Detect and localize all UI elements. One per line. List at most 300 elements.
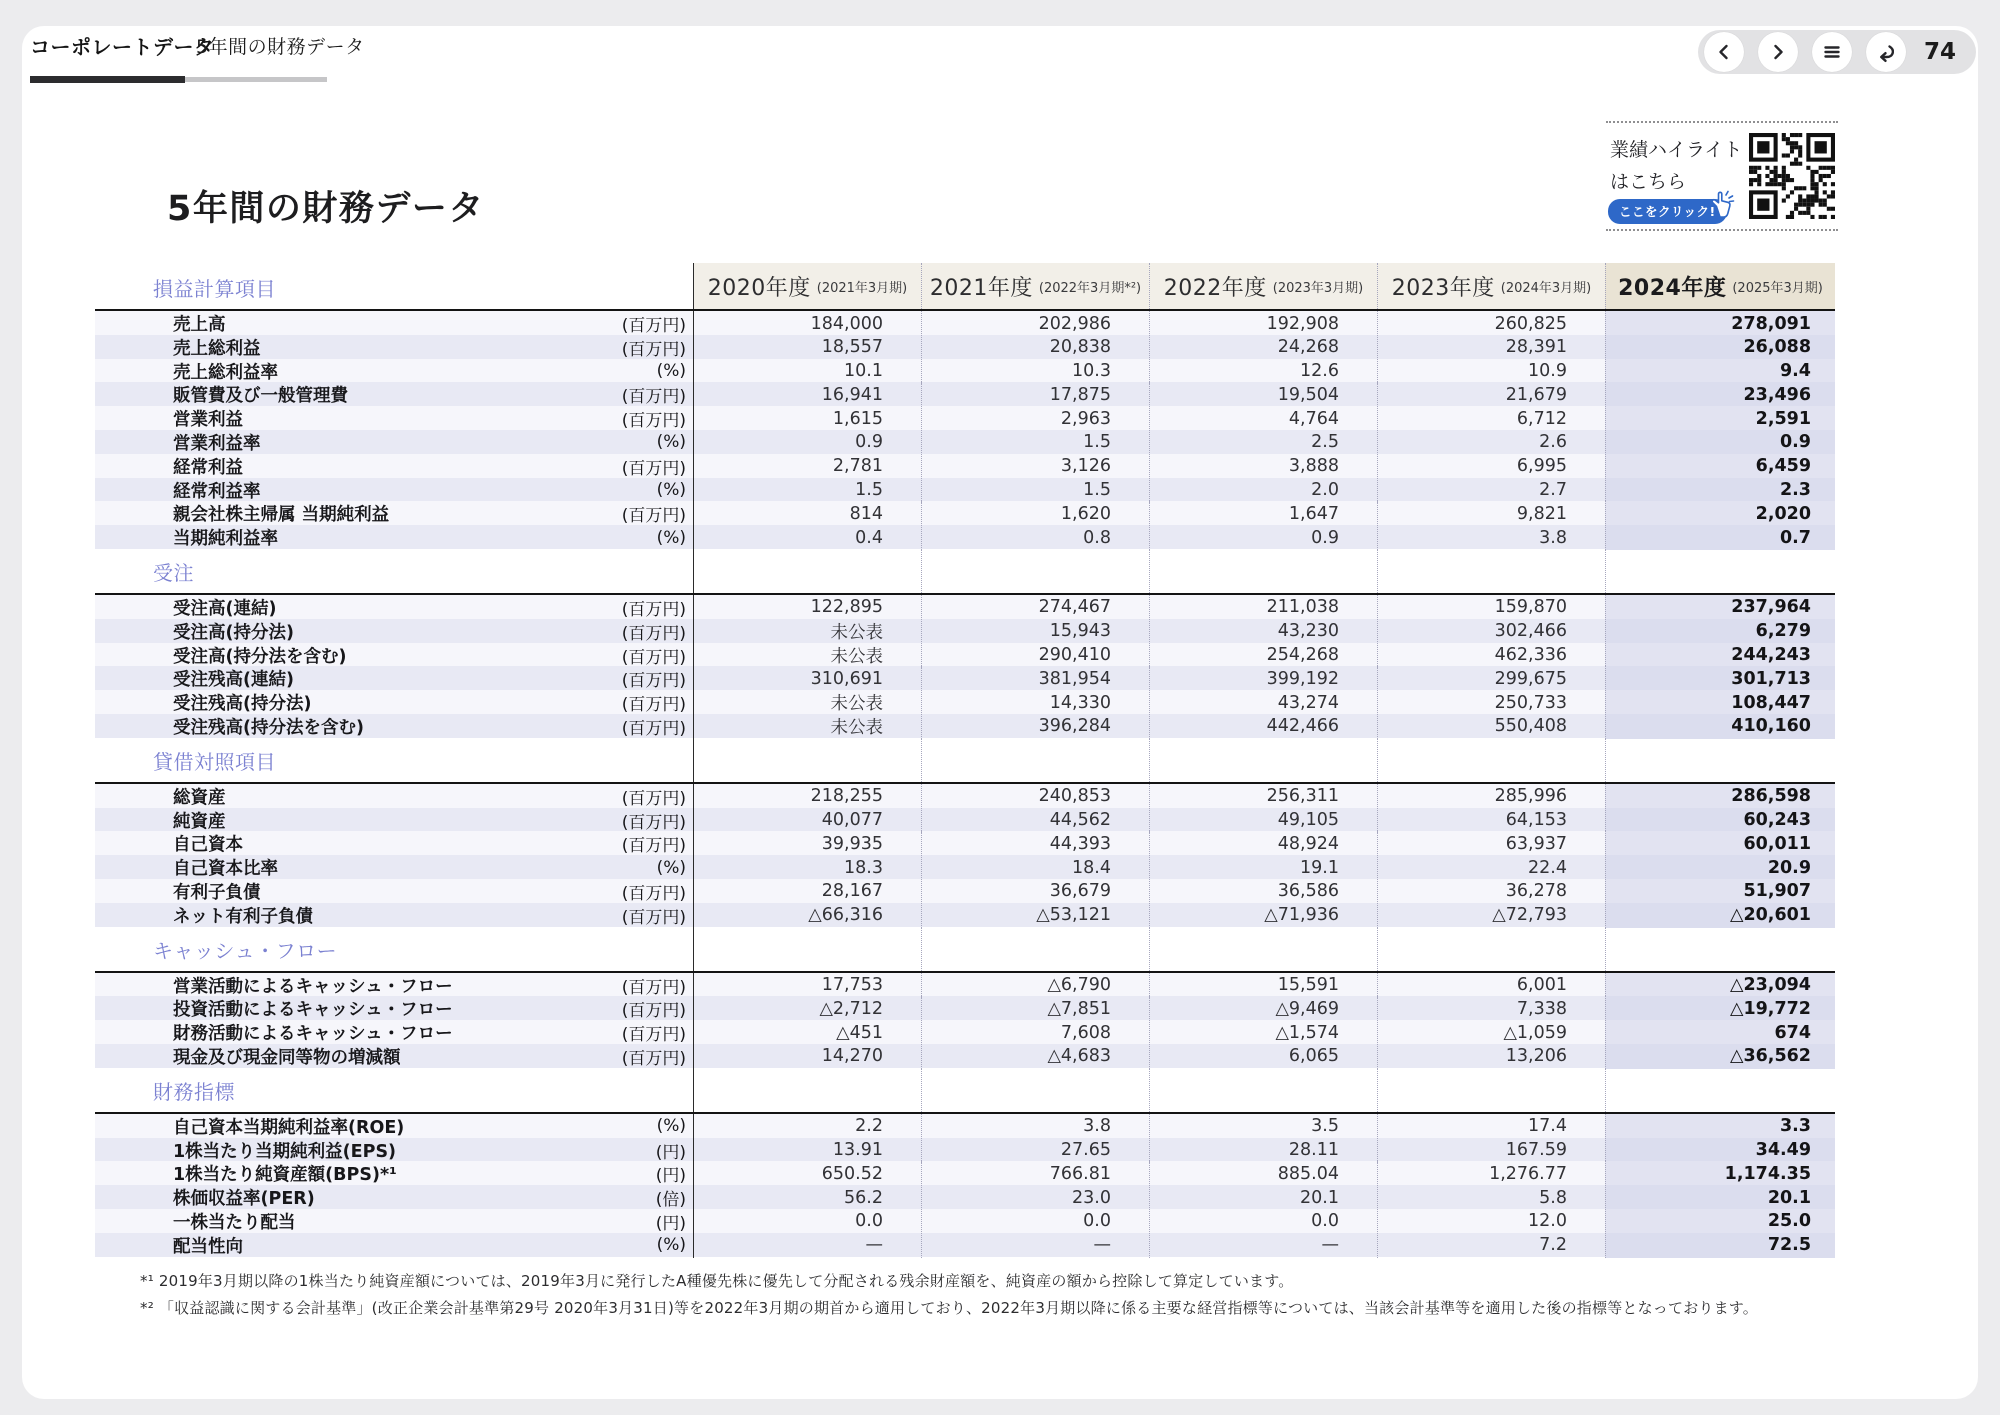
chevron-right-icon [1766,40,1790,64]
table-row [95,1233,1835,1257]
row-label-cell [95,879,693,904]
table-row [95,784,1835,808]
value-cell: △66,316 [693,903,921,928]
row-label-cell [95,382,693,407]
row-unit: (百万円) [621,788,686,809]
row-unit: (百万円) [621,623,686,644]
value-cell: 885.04 [1149,1161,1377,1186]
footnote-2: *² 「収益認識に関する会計基準」(改正企業会計基準第29号 2020年3月31日)等を2022年3月期の期首から適用しており、2022年3月期以降に係る主要な経営指標等については、当該会計基準等を適用した後の指標等となっております。 [140,1299,1758,1317]
value-cell: 24,268 [1149,335,1377,360]
table-row [95,1044,1835,1068]
inactive-tab-underline [185,77,327,82]
section-spacer-cell [921,1068,1149,1112]
section-spacer-cell [1149,738,1377,782]
value-cell: 2,591 [1605,406,1835,431]
value-cell: △2,712 [693,996,921,1021]
row-label-cell [95,359,693,384]
active-tab-underline [30,76,185,83]
value-cell: 14,330 [921,690,1149,715]
row-unit: (百万円) [621,718,686,739]
row-unit: (百万円) [621,411,686,432]
row-label-cell [95,406,693,431]
tab-corporate-data[interactable]: コーポレートデータ [30,35,215,59]
section-spacer-cell [693,927,921,971]
row-label: 売上高 [173,315,226,335]
section-spacer-cell [693,549,921,593]
table-row [95,808,1835,832]
row-label-cell [95,808,693,833]
row-label: 受注高(持分法を含む) [173,646,347,667]
value-cell: 274,467 [921,595,1149,620]
value-cell: 13.91 [693,1138,921,1163]
value-cell: 34.49 [1605,1138,1835,1163]
viewer-nav-bar [1698,30,1976,74]
row-label: 当期純利益率 [173,529,278,550]
value-cell: 674 [1605,1020,1835,1045]
column-header [1149,263,1377,309]
value-cell: — [693,1233,921,1258]
section-title-cell [95,927,693,971]
row-label: 経常利益 [173,457,243,478]
value-cell: 23.0 [921,1185,1149,1210]
row-unit: (百万円) [621,387,686,408]
row-label-cell [95,1044,693,1069]
value-cell: 302,466 [1377,619,1605,644]
value-cell: 17.4 [1377,1114,1605,1139]
value-cell: 244,243 [1605,643,1835,668]
value-cell: 18,557 [693,335,921,360]
section-title-row [95,927,1835,973]
page-number: 74 [1924,39,1957,65]
value-cell: 184,000 [693,311,921,336]
section-spacer-cell [1605,738,1835,782]
section-spacer-cell [693,738,921,782]
row-label: 1株当たり純資産額(BPS)*¹ [173,1165,397,1186]
row-label-cell [95,335,693,360]
value-cell: 6,065 [1149,1044,1377,1069]
value-cell: 3,888 [1149,454,1377,479]
value-cell: 72.5 [1605,1233,1835,1258]
value-cell: 254,268 [1149,643,1377,668]
value-cell: △4,683 [921,1044,1149,1069]
table-row [95,903,1835,927]
value-cell: 28.11 [1149,1138,1377,1163]
value-cell: 3.3 [1605,1114,1835,1139]
row-label: 受注残高(連結) [173,670,294,691]
column-period: (2024年3月期) [1500,280,1592,296]
section-title-cell [95,263,693,309]
value-cell: 0.0 [1149,1209,1377,1234]
value-cell: 49,105 [1149,808,1377,833]
section-title-row [95,1068,1835,1114]
page-title: 5年間の財務データ [167,189,485,229]
table-row [95,666,1835,690]
value-cell: △451 [693,1020,921,1045]
value-cell: 108,447 [1605,690,1835,715]
column-year: 2021年度 [929,275,1033,301]
section-title: キャッシュ・フロー [153,938,338,963]
value-cell: 240,853 [921,784,1149,809]
row-unit: (百万円) [621,907,686,928]
value-cell: 301,713 [1605,666,1835,691]
table-row [95,1161,1835,1185]
row-label: 有利子負債 [173,882,261,903]
value-cell: 10.3 [921,359,1149,384]
value-cell: 6,995 [1377,454,1605,479]
table-header-row [95,263,1835,311]
table-row [95,406,1835,430]
value-cell: 10.1 [693,359,921,384]
value-cell: 未公表 [693,619,921,644]
section-spacer-cell [1149,549,1377,593]
value-cell: 462,336 [1377,643,1605,668]
table-row [95,525,1835,549]
value-cell: 410,160 [1605,714,1835,739]
value-cell: 60,011 [1605,831,1835,856]
value-cell: 0.7 [1605,525,1835,550]
value-cell: 17,753 [693,973,921,998]
row-unit: (円) [655,1166,686,1187]
row-label: 自己資本当期純利益率(ROE) [173,1117,405,1138]
row-label-cell [95,831,693,856]
row-label-cell [95,525,693,550]
value-cell: 2.3 [1605,478,1835,503]
row-label-cell [95,1233,693,1258]
row-label-cell [95,1020,693,1045]
value-cell: 19.1 [1149,855,1377,880]
row-label: 売上総利益 [173,338,261,359]
value-cell: 6,001 [1377,973,1605,998]
row-label-cell [95,690,693,715]
row-label: 総資産 [173,787,226,808]
value-cell: 0.9 [1149,525,1377,550]
click-hand-icon [1706,187,1740,225]
row-label-cell [95,973,693,998]
value-cell: 396,284 [921,714,1149,739]
row-label-cell [95,784,693,809]
row-label-cell [95,311,693,336]
value-cell: 1.5 [921,478,1149,503]
value-cell: 64,153 [1377,808,1605,833]
row-label: 営業活動によるキャッシュ・フロー [173,976,453,997]
row-label: 売上総利益率 [173,362,278,383]
column-period: (2022年3月期*²) [1038,280,1142,296]
value-cell: △20,601 [1605,903,1835,928]
financial-data-table [95,263,1835,1257]
value-cell: 299,675 [1377,666,1605,691]
value-cell: 14,270 [693,1044,921,1069]
value-cell: △6,790 [921,973,1149,998]
value-cell: 1,174.35 [1605,1161,1835,1186]
value-cell: 未公表 [693,643,921,668]
row-label-cell [95,1138,693,1163]
value-cell: 0.8 [921,525,1149,550]
row-label-cell [95,903,693,928]
value-cell: 12.6 [1149,359,1377,384]
row-unit: (百万円) [621,647,686,668]
value-cell: 19,504 [1149,382,1377,407]
value-cell: △72,793 [1377,903,1605,928]
value-cell: 36,679 [921,879,1149,904]
menu-icon [1820,40,1844,64]
row-unit: (百万円) [621,316,686,336]
table-row [95,359,1835,383]
row-unit: (円) [655,1142,686,1163]
value-cell: 237,964 [1605,595,1835,620]
value-cell: 256,311 [1149,784,1377,809]
row-label: 配当性向 [173,1236,243,1257]
section-spacer-cell [1377,1068,1605,1112]
value-cell: 43,274 [1149,690,1377,715]
value-cell: 0.0 [921,1209,1149,1234]
table-row [95,879,1835,903]
value-cell: 550,408 [1377,714,1605,739]
row-label-cell [95,430,693,455]
prev-page-button[interactable] [1704,32,1744,72]
value-cell: 44,393 [921,831,1149,856]
row-unit: (百万円) [621,883,686,904]
row-label: 経常利益率 [173,481,261,502]
table-row [95,430,1835,454]
column-header [1605,263,1835,309]
value-cell: 2,781 [693,454,921,479]
row-label: 受注高(持分法) [173,622,294,643]
value-cell: △9,469 [1149,996,1377,1021]
value-cell: 0.4 [693,525,921,550]
value-cell: 1,615 [693,406,921,431]
row-label-cell [95,1161,693,1186]
value-cell: △7,851 [921,996,1149,1021]
next-page-button[interactable] [1758,32,1798,72]
column-header [921,263,1149,309]
row-label: 販管費及び一般管理費 [173,386,348,407]
value-cell: 250,733 [1377,690,1605,715]
row-unit: (百万円) [621,812,686,833]
value-cell: 20.9 [1605,855,1835,880]
return-icon [1874,40,1898,64]
table-row [95,1185,1835,1209]
value-cell: 6,712 [1377,406,1605,431]
value-cell: 3.5 [1149,1114,1377,1139]
row-unit: (%) [656,527,686,548]
value-cell: 3.8 [1377,525,1605,550]
row-unit: (%) [656,857,686,878]
table-row [95,831,1835,855]
row-label-cell [95,996,693,1021]
value-cell: 20,838 [921,335,1149,360]
table-row [95,382,1835,406]
section-spacer-cell [1149,927,1377,971]
qr-code [1749,133,1835,219]
value-cell: 未公表 [693,690,921,715]
value-cell: — [1149,1233,1377,1258]
row-unit: (百万円) [621,695,686,716]
row-label: 株価収益率(PER) [173,1189,315,1210]
section-spacer-cell [1605,1068,1835,1112]
value-cell: 650.52 [693,1161,921,1186]
table-row [95,1209,1835,1233]
value-cell: △1,059 [1377,1020,1605,1045]
value-cell: 167.59 [1377,1138,1605,1163]
section-title: 受注 [153,560,194,585]
table-row [95,335,1835,359]
value-cell: 9.4 [1605,359,1835,384]
value-cell: 12.0 [1377,1209,1605,1234]
value-cell: 192,908 [1149,311,1377,336]
row-label-cell [95,643,693,668]
section-spacer-cell [1377,927,1605,971]
table-row [95,619,1835,643]
table-row [95,311,1835,335]
row-label: 自己資本 [173,835,243,856]
table-row [95,1114,1835,1138]
table-row [95,973,1835,997]
column-period: (2023年3月期) [1272,280,1364,296]
value-cell: 48,924 [1149,831,1377,856]
menu-button[interactable] [1812,32,1852,72]
section-spacer-cell [1377,549,1605,593]
column-header [1377,263,1605,309]
section-spacer-cell [921,738,1149,782]
value-cell: 399,192 [1149,666,1377,691]
row-label: 投資活動によるキャッシュ・フロー [173,1000,453,1021]
qr-caption-line1: 業績ハイライト [1610,139,1743,161]
value-cell: 122,895 [693,595,921,620]
section-spacer-cell [921,927,1149,971]
row-label: 現金及び現金同等物の増減額 [173,1047,401,1068]
value-cell: 22.4 [1377,855,1605,880]
value-cell: 2,963 [921,406,1149,431]
tab-5year-financial-data[interactable]: 5年間の財務データ [196,36,365,58]
row-label: 純資産 [173,811,226,832]
row-unit: (百万円) [621,1025,686,1046]
value-cell: 2.7 [1377,478,1605,503]
value-cell: 5.8 [1377,1185,1605,1210]
column-year: 2022年度 [1163,275,1267,301]
value-cell: 18.3 [693,855,921,880]
row-label: ネット有利子負債 [173,906,313,927]
row-label: 一株当たり配当 [173,1212,296,1233]
row-label: 営業利益 [173,410,243,431]
value-cell: 814 [693,501,921,526]
value-cell: 381,954 [921,666,1149,691]
row-unit: (百万円) [621,599,686,620]
value-cell: 260,825 [1377,311,1605,336]
section-title-row [95,549,1835,595]
row-unit: (%) [656,432,686,453]
table-row [95,855,1835,879]
value-cell: 442,466 [1149,714,1377,739]
value-cell: 2.0 [1149,478,1377,503]
value-cell: 9,821 [1377,501,1605,526]
table-row [95,454,1835,478]
row-unit: (百万円) [621,977,686,998]
value-cell: 7,338 [1377,996,1605,1021]
value-cell: 36,278 [1377,879,1605,904]
value-cell: 0.9 [693,430,921,455]
value-cell: 3,126 [921,454,1149,479]
section-title-cell [95,549,693,593]
column-period: (2021年3月期) [816,280,908,296]
column-year: 2023年度 [1391,275,1495,301]
value-cell: 27.65 [921,1138,1149,1163]
qr-caption-line2: はこちら [1610,171,1687,193]
value-cell: 20.1 [1149,1185,1377,1210]
value-cell: 1,276.77 [1377,1161,1605,1186]
value-cell: 3.8 [921,1114,1149,1139]
value-cell: 6,459 [1605,454,1835,479]
section-spacer-cell [1149,1068,1377,1112]
value-cell: 56.2 [693,1185,921,1210]
section-spacer-cell [1605,927,1835,971]
table-row [95,690,1835,714]
table-row [95,595,1835,619]
value-cell: 1,647 [1149,501,1377,526]
value-cell: 20.1 [1605,1185,1835,1210]
value-cell: △36,562 [1605,1044,1835,1069]
row-label: 受注残高(持分法) [173,694,312,715]
row-label-cell [95,666,693,691]
row-unit: (百万円) [621,1048,686,1069]
row-label-cell [95,501,693,526]
row-unit: (百万円) [621,836,686,857]
row-unit: (百万円) [621,671,686,692]
value-cell: 218,255 [693,784,921,809]
value-cell: 2.2 [693,1114,921,1139]
row-unit: (%) [656,480,686,501]
column-year: 2020年度 [707,275,811,301]
value-cell: 36,586 [1149,879,1377,904]
section-spacer-cell [1605,549,1835,593]
value-cell: 6,279 [1605,619,1835,644]
value-cell: 15,943 [921,619,1149,644]
value-cell: 766.81 [921,1161,1149,1186]
row-unit: (百万円) [621,506,686,527]
value-cell: 202,986 [921,311,1149,336]
column-header [693,263,921,309]
value-cell: 10.9 [1377,359,1605,384]
row-label-cell [95,1114,693,1139]
value-cell: 18.4 [921,855,1149,880]
value-cell: — [921,1233,1149,1258]
chevron-left-icon [1712,40,1736,64]
value-cell: 159,870 [1377,595,1605,620]
column-year: 2024年度 [1618,275,1727,301]
value-cell: △71,936 [1149,903,1377,928]
section-title: 財務指標 [153,1079,235,1104]
row-unit: (%) [656,1235,686,1256]
section-title: 貸借対照項目 [153,749,276,774]
value-cell: 26,088 [1605,335,1835,360]
click-here-button[interactable]: ここをクリック! [1608,199,1727,224]
value-cell: 7,608 [921,1020,1149,1045]
row-unit: (倍) [655,1190,686,1211]
table-row [95,996,1835,1020]
row-label: 財務活動によるキャッシュ・フロー [173,1024,453,1045]
return-button[interactable] [1866,32,1906,72]
row-unit: (円) [655,1213,686,1234]
value-cell: 43,230 [1149,619,1377,644]
section-title-cell [95,738,693,782]
value-cell: 4,764 [1149,406,1377,431]
value-cell: 286,598 [1605,784,1835,809]
value-cell: 2,020 [1605,501,1835,526]
row-label: 受注残高(持分法を含む) [173,717,364,738]
value-cell: 285,996 [1377,784,1605,809]
value-cell: 40,077 [693,808,921,833]
column-period: (2025年3月期) [1732,280,1823,296]
value-cell: 2.5 [1149,430,1377,455]
